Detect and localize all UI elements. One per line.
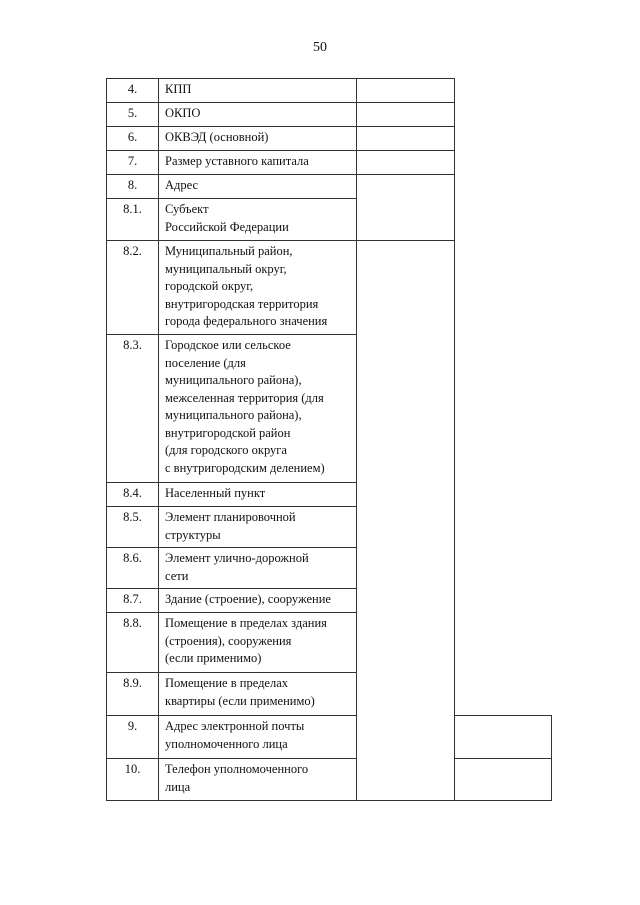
row-number: 6.	[107, 127, 159, 151]
row-number: 4.	[107, 79, 159, 103]
row-label: Городское или сельское поселение (для муниципального района), межселенная территория (для муниципального района), внутригородской район (для городского округа с внутригородским делением)	[159, 335, 357, 483]
table-row	[107, 127, 552, 151]
table-row	[107, 241, 552, 335]
row-label: ОКВЭД (основной)	[159, 127, 357, 151]
row-number: 8.4.	[107, 483, 159, 507]
value-cell-email[interactable]	[454, 716, 552, 759]
page-number: 50	[313, 40, 327, 55]
value-cell-address-details[interactable]	[357, 241, 455, 801]
row-label: Субъект Российской Федерации	[159, 199, 357, 241]
row-number: 7.	[107, 151, 159, 175]
row-number: 8.5.	[107, 507, 159, 548]
row-number: 8.9.	[107, 673, 159, 716]
table-row	[107, 175, 552, 199]
table-row	[107, 483, 552, 507]
table-row	[107, 589, 552, 613]
table-row	[107, 548, 552, 589]
row-label: Здание (строение), сооружение	[159, 589, 357, 613]
table-row	[107, 199, 552, 241]
row-label: Адрес электронной почты уполномоченного лица	[159, 716, 357, 759]
table-row	[107, 716, 552, 759]
row-label: Размер уставного капитала	[159, 151, 357, 175]
row-number: 8.	[107, 175, 159, 199]
registration-form-table	[106, 78, 552, 801]
value-cell-region[interactable]	[357, 175, 455, 241]
value-cell-okpo[interactable]	[357, 103, 455, 127]
table-row	[107, 151, 552, 175]
row-number: 8.1.	[107, 199, 159, 241]
row-label: Телефон уполномоченного лица	[159, 759, 357, 801]
row-label: Помещение в пределах здания (строения), сооружения (если применимо)	[159, 613, 357, 673]
table-row	[107, 79, 552, 103]
row-label: ОКПО	[159, 103, 357, 127]
table-row	[107, 507, 552, 548]
table-row	[107, 673, 552, 716]
table-row	[107, 759, 552, 801]
row-number: 10.	[107, 759, 159, 801]
row-label: Населенный пункт	[159, 483, 357, 507]
row-label: Адрес	[159, 175, 357, 199]
row-label: Элемент улично-дорожной сети	[159, 548, 357, 589]
row-number: 5.	[107, 103, 159, 127]
row-number: 8.7.	[107, 589, 159, 613]
row-label: Помещение в пределах квартиры (если применимо)	[159, 673, 357, 716]
value-cell-kpp[interactable]	[357, 79, 455, 103]
row-label: КПП	[159, 79, 357, 103]
value-cell-okved[interactable]	[357, 127, 455, 151]
row-number: 8.3.	[107, 335, 159, 483]
value-cell-phone[interactable]	[454, 759, 552, 801]
row-number: 8.8.	[107, 613, 159, 673]
row-number: 8.2.	[107, 241, 159, 335]
row-number: 8.6.	[107, 548, 159, 589]
row-number: 9.	[107, 716, 159, 759]
row-label: Элемент планировочной структуры	[159, 507, 357, 548]
value-cell-capital[interactable]	[357, 151, 455, 175]
row-label: Муниципальный район, муниципальный округ, городской округ, внутригородская территория города федерального значения	[159, 241, 357, 335]
table-row	[107, 335, 552, 483]
table-row	[107, 613, 552, 673]
table-row	[107, 103, 552, 127]
